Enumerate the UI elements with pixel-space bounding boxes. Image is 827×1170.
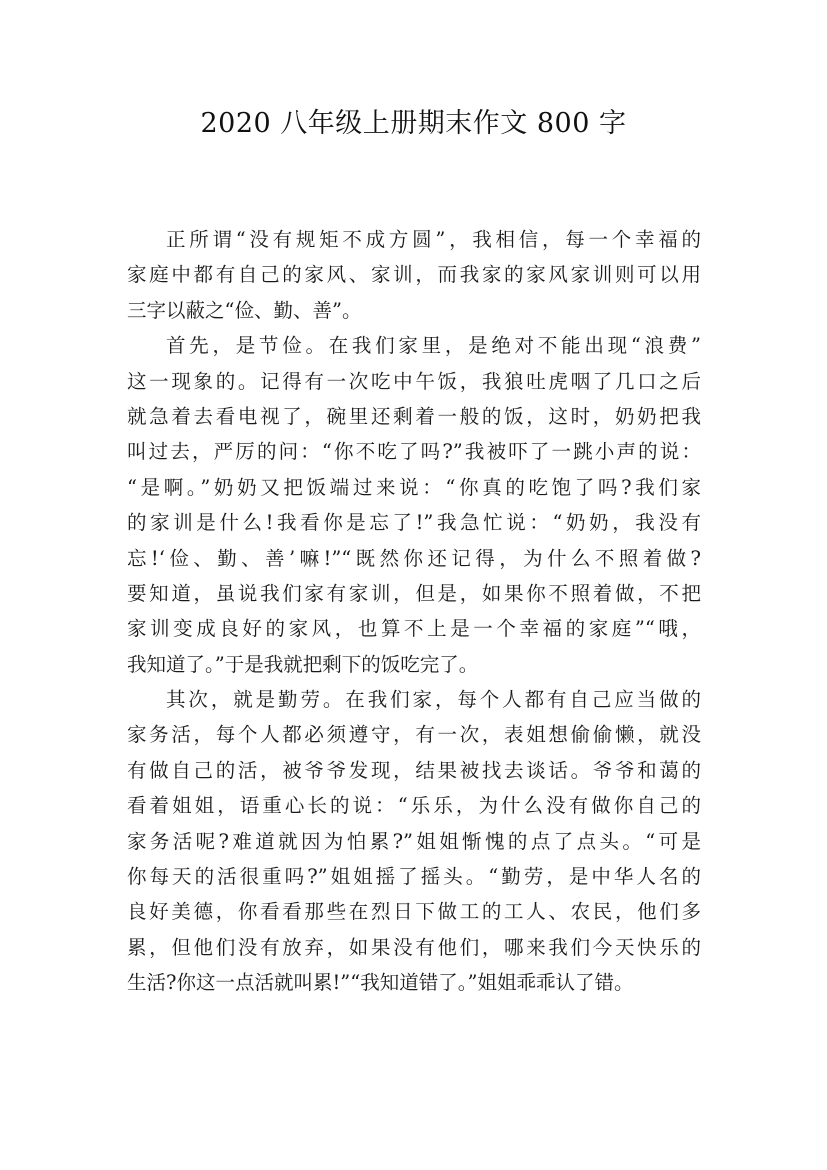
paragraph-3-line-7: 良好美德，你看看那些在烈日下做工的工人、农民，他们多 — [127, 900, 701, 924]
paragraph-2-line-6: 的家训是什么!我看你是忘了!”我急忙说：“奶奶，我没有 — [127, 511, 701, 535]
paragraph-2-line-1: 首先，是节俭。在我们家里，是绝对不能出现“浪费” — [166, 334, 701, 358]
paragraph-1-line-3: 三字以蔽之“俭、勤、善”。 — [127, 298, 362, 322]
paragraph-1-line-1: 正所谓“没有规矩不成方圆”，我相信，每一个幸福的 — [166, 228, 701, 251]
paragraph-3-line-9: 生活?你这一点活就叫累!”“我知道错了。”姐姐乖乖认了错。 — [127, 971, 634, 995]
paragraph-2-line-5: “是啊。”奶奶又把饭端过来说：“你真的吃饱了吗?我们家 — [127, 475, 701, 499]
paragraph-3-line-6: 你每天的活很重吗?”姐姐摇了摇头。“勤劳，是中华人名的 — [127, 865, 701, 889]
paragraph-3-line-1: 其次，就是勤劳。在我们家，每个人都有自己应当做的 — [166, 688, 701, 712]
paragraph-2-line-7: 忘!‘俭、勤、善’嘛!”“既然你还记得，为什么不照着做? — [127, 546, 701, 570]
paragraph-2-line-2: 这一现象的。记得有一次吃中午饭，我狼吐虎咽了几口之后 — [127, 369, 701, 393]
paragraph-2-line-10: 我知道了。”于是我就把剩下的饭吃完了。 — [127, 652, 479, 676]
paragraph-2-line-4: 叫过去，严厉的问：“你不吃了吗?”我被吓了一跳小声的说： — [127, 440, 701, 464]
paragraph-3-line-2: 家务活，每个人都必须遵守，有一次，表姐想偷偷懒，就没 — [127, 723, 701, 747]
paragraph-3-line-5: 家务活呢?难道就因为怕累?”姐姐惭愧的点了点头。“可是 — [127, 829, 701, 853]
paragraph-2-line-9: 家训变成良好的家风，也算不上是一个幸福的家庭”“哦， — [127, 617, 701, 641]
paragraph-3-line-3: 有做自己的活，被爷爷发现，结果被找去谈话。爷爷和蔼的 — [127, 758, 701, 782]
essay-body — [127, 222, 701, 1001]
paragraph-3-line-8: 累，但他们没有放弃，如果没有他们，哪来我们今天快乐的 — [127, 935, 701, 959]
paragraph-3-line-4: 看着姐姐，语重心长的说：“乐乐，为什么没有做你自己的 — [127, 794, 701, 818]
paragraph-2-line-8: 要知道，虽说我们家有家训，但是，如果你不照着做，不把 — [127, 581, 701, 605]
paragraph-2-line-3: 就急着去看电视了，碗里还剩着一般的饭，这时，奶奶把我 — [127, 404, 701, 428]
paragraph-1-line-2: 家庭中都有自己的家风、家训，而我家的家风家训则可以用 — [127, 263, 701, 287]
document-title: 2020 八年级上册期末作文 800 字 — [200, 108, 627, 139]
